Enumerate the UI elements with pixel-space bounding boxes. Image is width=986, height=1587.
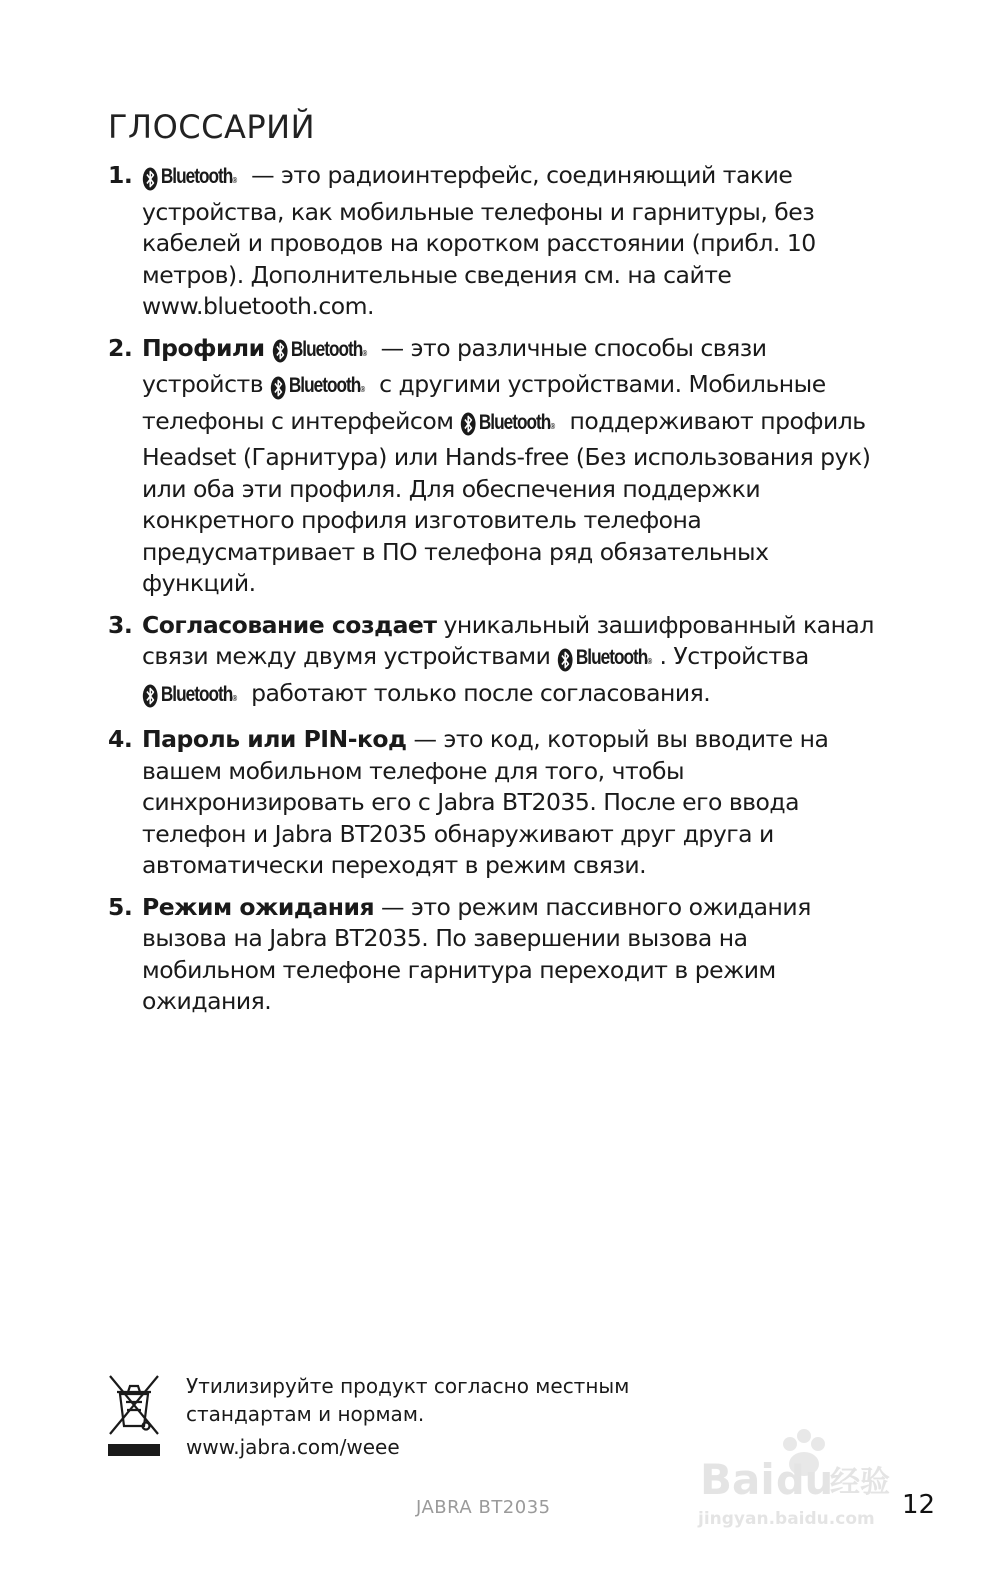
page-title: ГЛОССАРИЙ — [108, 108, 316, 146]
item-text: . Устройства — [659, 642, 809, 670]
glossary-item-2 — [108, 333, 878, 600]
item-term: Режим ожидания — [142, 892, 375, 921]
page-number: 12 — [902, 1490, 936, 1520]
bluetooth-icon — [557, 648, 573, 672]
weee-crossed-bin-icon — [106, 1372, 162, 1460]
glossary-item-5 — [108, 892, 878, 1018]
svg-text:经验: 经验 — [830, 1465, 890, 1500]
item-number: 2. — [108, 333, 133, 362]
bluetooth-logo: Bluetooth ® — [557, 642, 652, 678]
bluetooth-icon — [460, 412, 476, 436]
bluetooth-icon — [142, 684, 158, 708]
item-text: уникальный зашифрованный канал связи между двумя устройствами — [142, 610, 874, 670]
item-term: Согласование создает — [142, 610, 437, 639]
item-number: 5. — [108, 892, 133, 921]
bluetooth-logo: Bluetooth ® — [272, 334, 367, 370]
item-text: — это код, который вы вводите на вашем мобильном телефоне для того, чтобы синхронизировать его с Jabra BT2035. После его ввода телефон и Jabra BT2035 обнаруживают друг друга и автоматически переходят в режим связи. — [142, 725, 829, 879]
bluetooth-logo: Bluetooth ® — [270, 370, 365, 406]
bluetooth-logo: Bluetooth ® — [460, 407, 555, 443]
item-text: работают только после согласования. — [244, 678, 711, 707]
bluetooth-icon — [272, 339, 288, 363]
weee-line-1: Утилизируйте продукт согласно местным — [186, 1374, 630, 1398]
item-text: поддерживают профиль Headset (Гарнитура) или Hands-free (Без использования рук) или оба эти профиля. Для обеспечения поддержки конкретного профиля изготовитель телефона предусматривает в ПО телефона ряд обязательных функций. — [142, 406, 871, 597]
svg-text:Bai: Bai — [700, 1455, 775, 1504]
baidu-watermark — [692, 1420, 922, 1530]
footer-product-name: JABRA BT2035 — [416, 1497, 551, 1518]
item-text: — это радиоинтерфейс, соединяющий такие устройства, как мобильные телефоны и гарнитуры, без кабелей и проводов на коротком расстоянии (прибл. 10 метров). Дополнительные сведения см. на сайте www.bluetooth.com. — [142, 161, 816, 320]
glossary-item-1 — [108, 160, 878, 323]
item-text: — это различные способы связи устройств — [142, 333, 767, 398]
item-number: 3. — [108, 610, 133, 639]
glossary-item-4 — [108, 724, 878, 882]
item-number: 4. — [108, 725, 133, 753]
item-term: Профили — [142, 333, 265, 362]
weee-line-2: стандартам и нормам. — [186, 1402, 425, 1426]
bluetooth-logo: Bluetooth ® — [142, 679, 237, 715]
weee-disposal-text — [186, 1372, 629, 1428]
weee-url: www.jabra.com/weee — [186, 1435, 400, 1459]
svg-text:du: du — [776, 1458, 834, 1504]
bluetooth-icon — [270, 376, 286, 400]
item-term: Пароль или PIN-код — [142, 725, 407, 753]
item-number: 1. — [108, 161, 133, 189]
bluetooth-logo: Bluetooth ® — [142, 161, 237, 197]
svg-text:jingyan.baidu.com: jingyan.baidu.com — [698, 1509, 875, 1529]
glossary-item-3 — [108, 610, 878, 715]
item-text: — это режим пассивного ожидания вызова на Jabra BT2035. По завершении вызова на мобильном телефоне гарнитура переходит в режим ожидания. — [142, 892, 811, 1015]
item-text: с другими устройствами. Мобильные телефоны с интерфейсом — [142, 370, 826, 435]
bluetooth-icon — [142, 167, 158, 191]
glossary-list — [108, 160, 878, 1028]
